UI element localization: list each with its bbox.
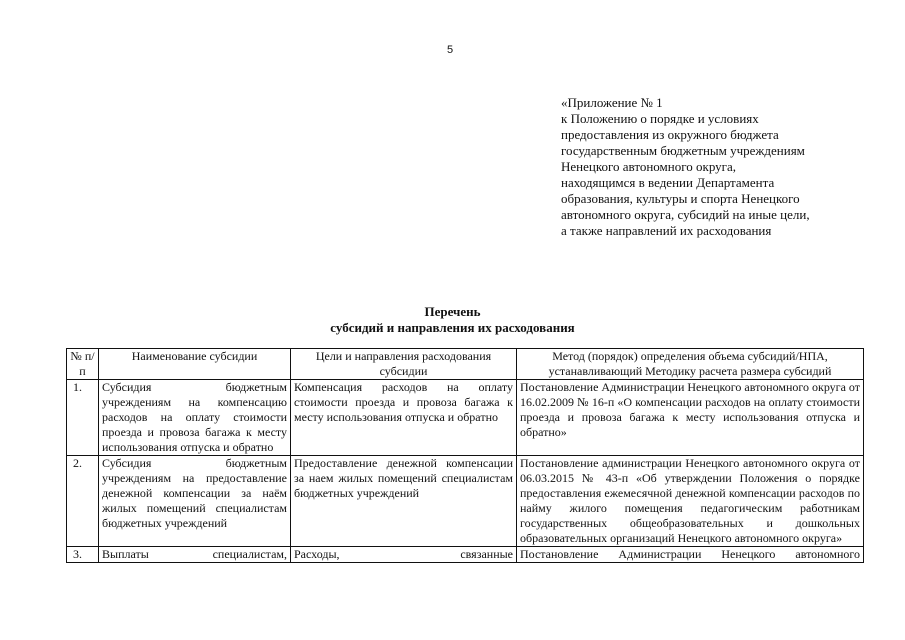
header-number: № п/п — [67, 349, 99, 380]
subsidies-table — [66, 348, 864, 563]
appendix-line: автономного округа, субсидий на иные цели, — [561, 207, 810, 222]
row-method: Постановление Администрации Ненецкого автономного — [517, 547, 864, 563]
page-number: 5 — [447, 44, 454, 56]
header-method: Метод (порядок) определения объема субсидий/НПА, устанавливающий Методику расчета размера субсидий — [517, 349, 864, 380]
row-name: Субсидия бюджетным учреждениям на компенсацию расходов на оплату стоимости проезда и провоза багажа к месту использования отпуска и обратно — [99, 380, 291, 456]
table-row — [67, 456, 864, 547]
list-title-line2: субсидий и направления их расходования — [330, 320, 575, 335]
appendix-line: к Положению о порядке и условиях — [561, 111, 759, 126]
appendix-line: находящимся в ведении Департамента — [561, 175, 775, 190]
row-number: 3. — [67, 547, 99, 563]
table-header-row — [67, 349, 864, 380]
appendix-line: предоставления из окружного бюджета — [561, 127, 779, 142]
row-method: Постановление Администрации Ненецкого автономного округа от 16.02.2009 № 16-п «О компенсации расходов на оплату стоимости проезда и провоза багажа к месту использования отпуска и обратно» — [517, 380, 864, 456]
row-method: Постановление администрации Ненецкого автономного округа от 06.03.2015 № 43-п «Об утверждении Положения о порядке предоставления ежемесячной денежной компенсации расходов по найму жилого помещения педагогическим работникам государственных общеобразовательных и дошкольных образовательных организаций Ненецкого автономного округа» — [517, 456, 864, 547]
header-name: Наименование субсидии — [99, 349, 291, 380]
list-title — [0, 304, 905, 336]
row-purpose: Предоставление денежной компенсации за наем жилых помещений специалистам бюджетных учреждений — [291, 456, 517, 547]
appendix-header — [561, 95, 861, 239]
appendix-line: «Приложение № 1 — [561, 95, 663, 110]
header-purpose: Цели и направления расходования субсидии — [291, 349, 517, 380]
appendix-line: государственным бюджетным учреждениям — [561, 143, 805, 158]
row-name: Выплаты специалистам, — [99, 547, 291, 563]
row-name: Субсидия бюджетным учреждениям на предоставление денежной компенсации за наём жилых помещений специалистам бюджетных учреждений — [99, 456, 291, 547]
row-purpose: Компенсация расходов на оплату стоимости проезда и провоза багажа к месту использования отпуска и обратно — [291, 380, 517, 456]
row-number: 2. — [67, 456, 99, 547]
appendix-line: Ненецкого автономного округа, — [561, 159, 736, 174]
table-row — [67, 380, 864, 456]
row-purpose: Расходы, связанные — [291, 547, 517, 563]
appendix-line: образования, культуры и спорта Ненецкого — [561, 191, 800, 206]
list-title-line1: Перечень — [424, 304, 481, 319]
row-number: 1. — [67, 380, 99, 456]
table-row — [67, 547, 864, 563]
appendix-line: а также направлений их расходования — [561, 223, 772, 238]
